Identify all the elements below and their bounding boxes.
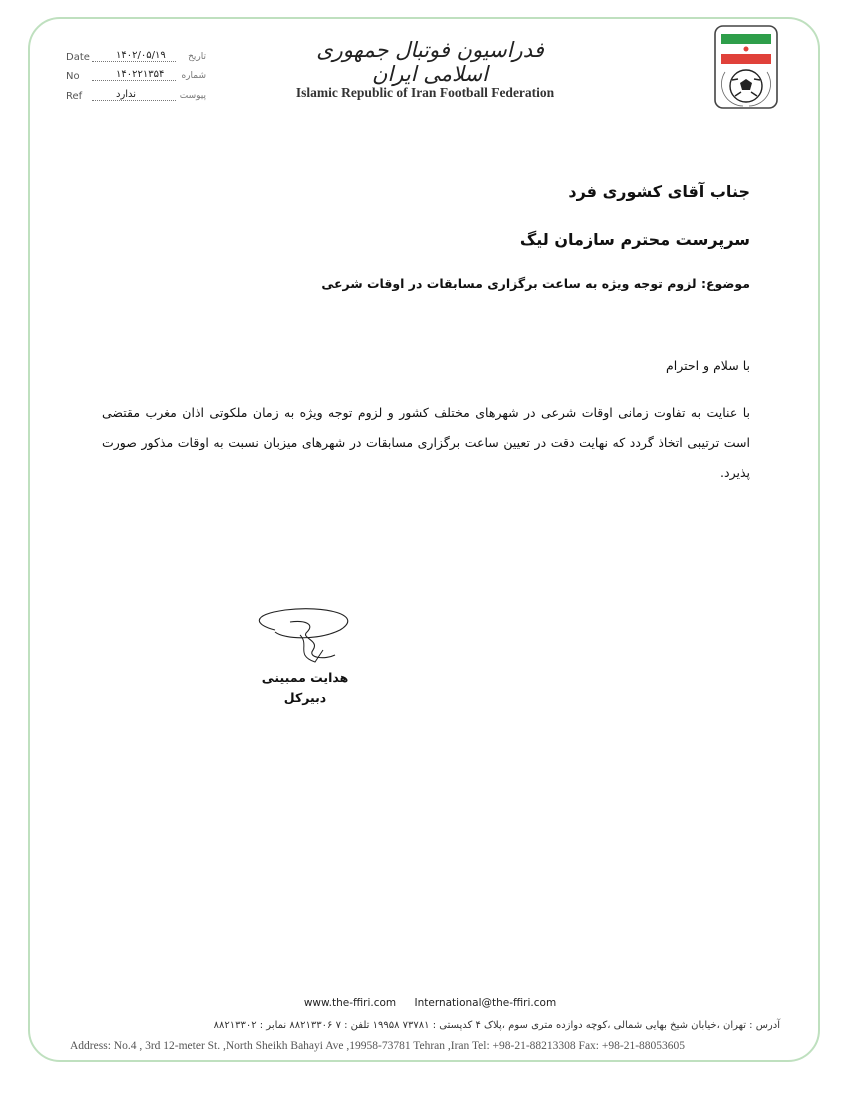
date-field: [66, 52, 206, 66]
website-link[interactable]: www.the-ffiri.com: [303, 997, 397, 1009]
date-value: ۱۴۰۲/۰۵/۱۹: [116, 50, 166, 61]
federation-name-en: Islamic Republic of Iran Football Federation: [295, 85, 555, 100]
federation-logo-icon: [713, 24, 779, 110]
ref-value: ندارد: [116, 89, 137, 100]
number-field: [66, 71, 206, 85]
signer-name: هدایت ممبینی: [261, 670, 349, 685]
address-fa: آدرس : تهران ،خیابان شیخ بهایی شمالی ،کوچه دوازده متری سوم ،پلاک ۴ کدپستی : ۷۳۷۸۱ ۱۹۹۵۸ تلفن : ۷ ۸۸۲۱۳۳۰۶ نمابر : ۸۸۲۱۳۳۰۲: [213, 1020, 780, 1031]
address-en: Address: No.4 , 3rd 12-meter St. ,North Sheikh Bahayi Ave ,19958-73781 Tehran ,Iran Tel: +98-21-88213308 Fax: +98-21-88053605: [70, 1040, 686, 1052]
date-label-fa: تاریخ: [188, 52, 206, 62]
signer-title: دبیرکل: [283, 690, 327, 705]
date-label: Date: [66, 52, 90, 63]
ref-label-fa: پیوست: [179, 91, 206, 101]
addressee-position: سرپرست محترم سازمان لیگ: [519, 230, 750, 249]
greeting: با سلام و احترام: [666, 358, 750, 373]
page-frame: [28, 17, 820, 1062]
addressee: جناب آقای کشوری فرد: [568, 182, 750, 201]
number-label-fa: شماره: [181, 71, 206, 81]
signature-icon: [245, 600, 365, 680]
federation-name-fa: فدراسیون فوتبال جمهوری اسلامی ایران: [316, 38, 544, 86]
email-link[interactable]: International@the-ffiri.com: [414, 997, 557, 1009]
footer-contacts: [250, 997, 610, 1009]
letter-subject: موضوع: لزوم توجه ویژه به ساعت برگزاری مسابقات در اوقات شرعی: [321, 276, 750, 291]
ref-label: Ref: [66, 91, 83, 102]
number-label: No: [66, 71, 80, 82]
letter-body: با عنایت به تفاوت زمانی اوقات شرعی در شهرهای مختلف کشور و لزوم توجه ویژه به زمان ملکوتی اذان مغرب مقتضی است ترتیبی اتخاذ گردد که نهایت دقت در تعیین ساعت برگزاری مسابقات در شهرهای میزبان نسبت به اوقات مذکور صورت پذیرد.: [102, 405, 750, 480]
ref-field: [66, 91, 206, 105]
number-value: ۱۴۰۲۲۱۳۵۴: [116, 69, 165, 80]
